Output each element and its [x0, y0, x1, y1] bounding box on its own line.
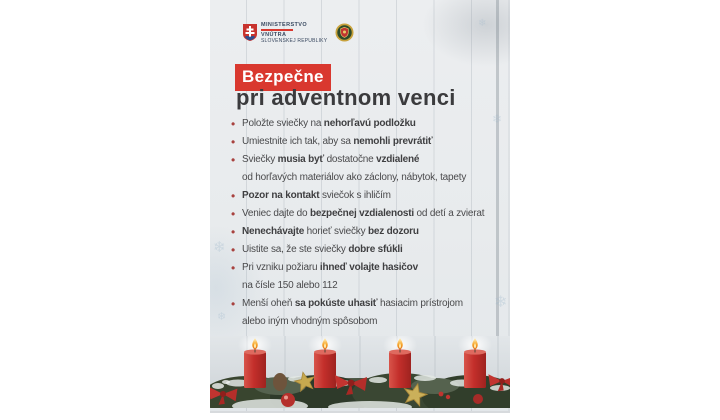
- bullet-dot-icon: •: [231, 135, 236, 149]
- list-item: [231, 223, 510, 241]
- list-item-line: • Veniec dajte do bezpečnej vzdialenosti od detí a zvierat: [231, 207, 485, 221]
- snowflake-icon: ❄: [213, 239, 226, 256]
- red-bauble: [473, 394, 483, 404]
- safety-poster: [210, 0, 510, 413]
- list-item: [231, 295, 510, 331]
- snowflake-icon: ❄: [492, 112, 503, 126]
- list-item: [231, 241, 510, 259]
- list-item: [231, 115, 510, 133]
- bullet-dot-icon: •: [231, 117, 236, 131]
- slovak-coat-of-arms-icon: [243, 24, 257, 41]
- list-item-line: • Menší oheň sa pokúste uhasiť hasiacim prístrojom: [231, 297, 463, 311]
- advent-wreath-photo: [210, 336, 510, 408]
- list-item: [231, 133, 510, 151]
- fire-rescue-corps-badge-icon: [335, 23, 354, 42]
- list-item: [231, 205, 510, 223]
- ministry-red-divider: [261, 29, 293, 31]
- ministry-line2: VNÚTRA: [261, 31, 287, 38]
- list-item: [231, 151, 510, 187]
- bullet-dot-icon: •: [231, 207, 236, 221]
- list-item-line: • Sviečky musia byť dostatočne vzdialené: [231, 153, 420, 167]
- ministry-line1: MINISTERSTVO: [261, 22, 308, 28]
- header-logos: [243, 20, 483, 48]
- snowflake-icon: ❄: [478, 18, 487, 29]
- snowflake-icon: ❄: [494, 294, 508, 311]
- bullet-dot-icon: •: [231, 261, 236, 275]
- list-item-wrap-line: od horľavých materiálov ako záclony, nábytok, tapety: [242, 172, 467, 183]
- bullet-dot-icon: •: [231, 297, 236, 311]
- list-item-line: • Nenechávajte horieť sviečky bez dozoru: [231, 225, 419, 239]
- bullet-dot-icon: •: [231, 225, 236, 239]
- bullet-dot-icon: •: [231, 153, 236, 167]
- ministry-logo: [243, 22, 327, 44]
- bullet-dot-icon: •: [231, 243, 236, 257]
- title-subtitle: pri adventnom venci: [236, 85, 456, 110]
- list-item-line: • Uistite sa, že ste sviečky dobre sfúkli: [231, 243, 403, 257]
- ministry-logo-text: [261, 22, 327, 44]
- ministry-line3: SLOVENSKEJ REPUBLIKY: [261, 37, 328, 44]
- list-item-wrap-line: alebo iným vhodným spôsobom: [242, 316, 378, 327]
- list-item: [231, 187, 510, 205]
- list-item-line: • Pri vzniku požiaru ihneď volajte hasičov: [231, 261, 418, 275]
- title-highlight: Bezpečne: [235, 64, 331, 91]
- list-item-wrap-line: na čísle 150 alebo 112: [242, 280, 338, 291]
- snowflake-icon: ❄: [217, 311, 227, 323]
- list-item-line: • Umiestnite ich tak, aby sa nemohli prevrátiť: [231, 135, 433, 149]
- list-item-line: • Pozor na kontakt sviečok s ihličím: [231, 189, 391, 203]
- list-item-line: • Položte sviečky na nehorľavú podložku: [231, 117, 416, 131]
- bullet-dot-icon: •: [231, 189, 236, 203]
- list-item: [231, 259, 510, 295]
- pine-cone: [273, 373, 287, 391]
- safety-list: [231, 115, 510, 331]
- red-bauble: [281, 393, 295, 407]
